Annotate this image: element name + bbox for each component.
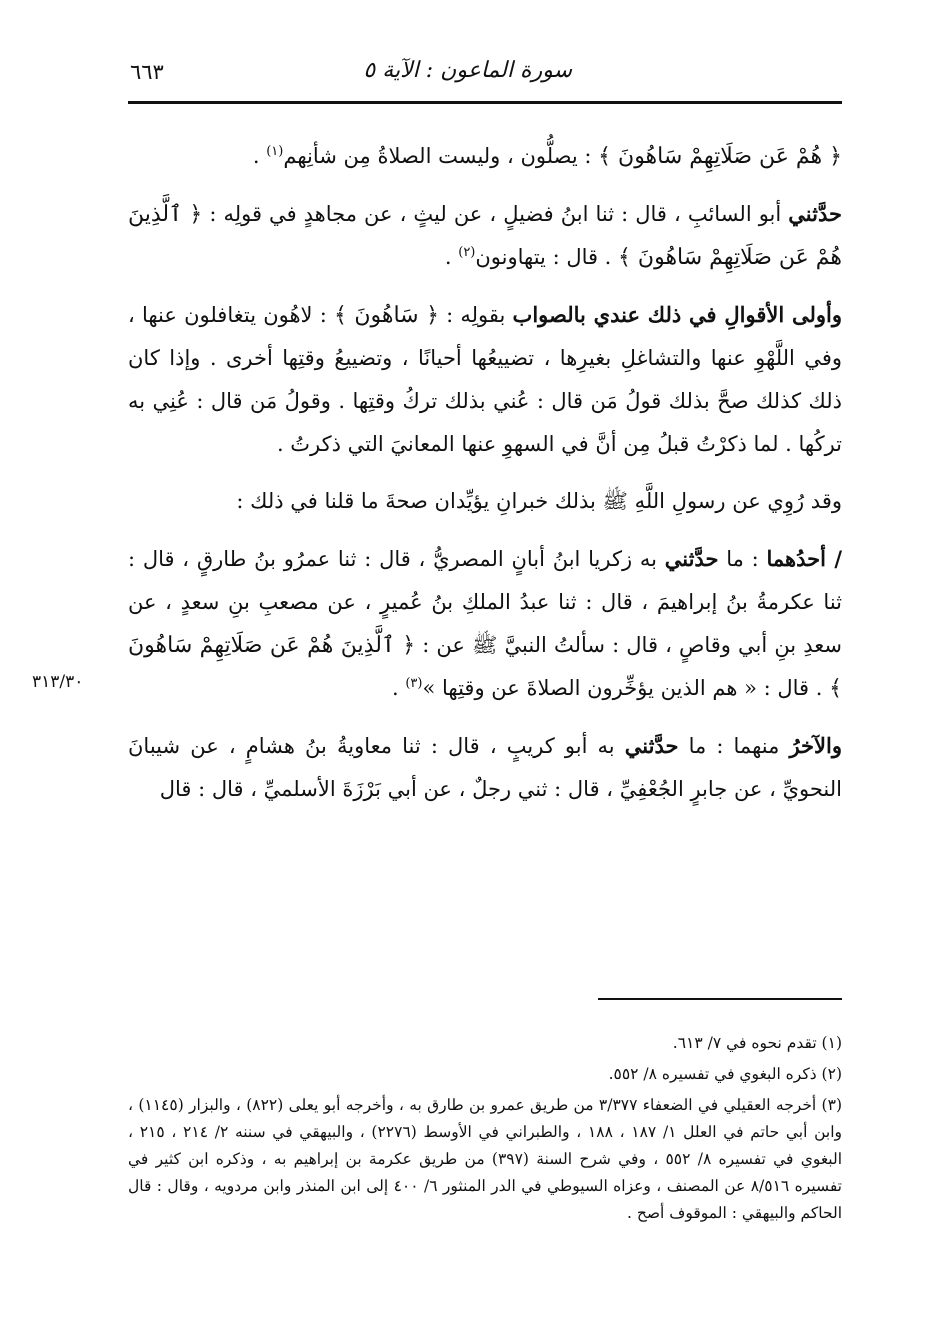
- footnote-ref: (٣): [405, 676, 423, 691]
- paragraph-text: أبو السائبِ ، قال : ثنا ابنُ فضيلٍ ، عن ليثٍ ، عن مجاهدٍ في قولِه :: [202, 202, 789, 226]
- paragraph-text-3: . قال : « هم الذين يؤخِّرون الصلاةَ عن وقتِها »: [422, 676, 830, 700]
- paragraph-text: وقد رُوِي عن رسولِ اللَّهِ ﷺ بذلك خبرانِ يؤيِّدان صحةَ ما قلنا في ذلك :: [236, 489, 842, 513]
- narration-lead: حدَّثني: [664, 546, 719, 571]
- page-header: [128, 56, 842, 96]
- paragraph-text: بقولِه :: [438, 303, 513, 327]
- footnote-rule: [598, 998, 842, 1000]
- margin-reference: ٣١٣/٣٠: [32, 672, 84, 692]
- quran-quote: ﴿ هُمْ عَن صَلَاتِهِمْ سَاهُونَ ﴾: [598, 144, 842, 169]
- footnote: (٣) أخرجه العقيلي في الضعفاء ٣/٣٧٧ من طريق عمرو بن طارق به ، وأخرجه أبو يعلى (٨٢٢) ، والبزار (١١٤٥) ، وابن أبي حاتم في العلل ١/ ١٨٧ ، ١٨٨ ، والطبراني في الأوسط (٢٢٧٦) ، والبيهقي في سننه ٢/ ٢١٤ ، ٢١٥ ، البغوي في تفسيره ٨/ ٥٥٢ ، وفي شرح السنة (٣٩٧) من طريق عكرمة بن إبراهيم به ، وذكره ابن كثير في تفسيره ٨/٥١٦ عن المصنف ، وعزاه السيوطي في الدر المنثور ٦/ ٤٠٠ إلى ابن المنذر وابن مردويه ، وقال : قال الحاكم والبيهقي : الموقوف أصح .: [128, 1096, 843, 1222]
- paragraph-5: [128, 537, 842, 710]
- footnote: (١) تقدم نحوه في ٧/ ٦١٣.: [672, 1034, 842, 1052]
- footnotes: [128, 1030, 842, 1231]
- paragraph-end: .: [391, 676, 406, 700]
- paragraph-text-2: به زكريا ابنُ أبانٍ المصريُّ ، قال : ثنا عمرُو بنُ طارقٍ ، قال : ثنا عكرمةُ بنُ إبراهيمَ ، قال : ثنا عبدُ الملكِ بنُ عُميرٍ ، عن مصعبِ بنِ سعدٍ ، عن سعدِ بنِ أبي وقاصٍ ، قال : سألتُ النبيَّ ﷺ عن :: [128, 547, 843, 657]
- main-text: [128, 135, 842, 811]
- running-title: سورة الماعون : الآية ٥: [363, 58, 572, 83]
- narration-lead: حدَّثني: [624, 733, 679, 758]
- footnote-ref: (١): [266, 144, 284, 159]
- quran-quote: ﴿ ٱلَّذِينَ هُمْ عَن صَلَاتِهِمْ سَاهُونَ ﴾: [128, 202, 842, 270]
- paragraph-text-2: . قال : يتهاونون: [475, 245, 619, 269]
- paragraph-1: [128, 135, 842, 178]
- paragraph-4: [128, 480, 842, 523]
- paragraph-2: [128, 192, 842, 279]
- footnote: (٢) ذكره البغوي في تفسيره ٨/ ٥٥٢.: [608, 1065, 842, 1083]
- first-report-lead: / أحدُهما: [766, 546, 842, 571]
- page-number: ٦٦٣: [130, 60, 164, 84]
- paragraph-end: .: [252, 144, 267, 168]
- header-rule: [128, 101, 842, 104]
- paragraph-text: منهما : ما: [678, 734, 790, 758]
- paragraph-end: .: [444, 245, 459, 269]
- paragraph-6: [128, 724, 842, 811]
- quran-quote: ﴿ سَاهُونَ ﴾: [333, 303, 439, 328]
- footnote-ref: (٢): [458, 245, 476, 260]
- second-report-lead: والآخرُ: [789, 733, 842, 758]
- paragraph-text: : ما: [718, 547, 767, 571]
- narration-lead: حدَّثني: [788, 201, 842, 226]
- paragraph-text-2: : لاهُون يتغافلون عنها ، وفي اللَّهْوِ عنها والتشاغلِ بغيرِها ، تضييعُها أحيانًا ، وتضييعُ وقتِها أخرى . وإذا كان ذلك كذلك صحَّ بذلك قولُ مَن قال : عُني بذلك تركُ وقتِها . وقولُ مَن قال : عُنِي به تركُها . لما ذكرْتُ قبلُ مِن أنَّ في السهوِ عنها المعانيَ التي ذكرتُ .: [128, 303, 842, 456]
- paragraph-text: : يصلُّون ، وليست الصلاةُ مِن شأنِهم: [283, 144, 599, 168]
- paragraph-text-2: به أبو كريبٍ ، قال : ثنا معاويةُ بنُ هشامٍ ، عن شيبانَ النحويِّ ، عن جابرٍ الجُعْفِيِّ ، قال : ثني رجلٌ ، عن أبي بَرْزَةَ الأسلميِّ ، قال : قال: [128, 734, 842, 801]
- paragraph-3: [128, 293, 842, 466]
- author-opinion-lead: وأولى الأقوالِ في ذلك عندي بالصواب: [512, 302, 843, 327]
- quran-quote: ﴿ ٱلَّذِينَ هُمْ عَن صَلَاتِهِمْ سَاهُونَ ﴾: [128, 633, 842, 701]
